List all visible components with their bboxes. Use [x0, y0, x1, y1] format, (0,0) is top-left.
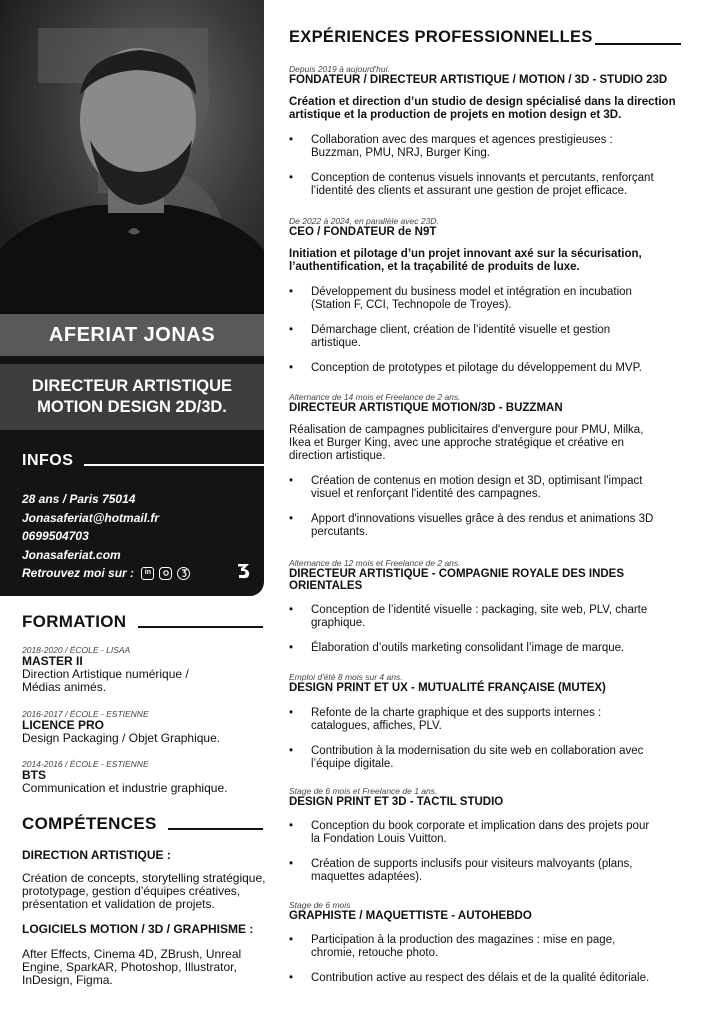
job-intro: Ikea et Burger King, avec une approche stratégique et créative en	[289, 437, 624, 449]
job-intro: Initiation et pilotage d’un projet innovant axé sur la sécurisation,	[289, 248, 642, 260]
job-bullet	[289, 134, 689, 160]
job-entry	[289, 216, 689, 375]
job-meta: Emploi d'été 8 mois sur 4 ans.	[289, 672, 403, 682]
job-meta: Stage de 6 mois et Freelance de 1 ans.	[289, 786, 438, 796]
bullet-line: (Station F, CCI, Technopole de Troyes).	[311, 299, 512, 311]
job-entry	[289, 786, 689, 884]
competence-line: présentation et validation de projets.	[22, 897, 215, 911]
bullet-line: • Contribution active au respect des délais et de la qualité éditoriale.	[311, 972, 650, 984]
bullet-line: • Collaboration avec des marques et agences prestigieuses :	[311, 134, 613, 146]
phone-number[interactable]: 0699504703	[22, 529, 89, 543]
bullet-line: • Création de supports inclusifs pour visiteurs malvoyants (plans,	[311, 858, 633, 870]
job-meta: Depuis 2019 à aujourd'hui.	[289, 64, 390, 74]
full-name: AFERIAT JONAS	[48, 323, 216, 346]
formation-desc: Communication et industrie graphique.	[22, 781, 228, 795]
bullet-line: artistique.	[311, 337, 361, 349]
behance-icon[interactable]	[177, 567, 190, 580]
competences-divider	[168, 828, 263, 830]
job-title: DESIGN PRINT ET UX - MUTUALITÉ FRANÇAISE (MUTEX)	[289, 682, 606, 694]
infos-list	[22, 490, 252, 583]
job-intro: artistique et la production de projets en motion design et 3D.	[289, 109, 622, 121]
bullet-line: • Participation à la production des magazines : mise en page,	[311, 934, 616, 946]
job-bullet	[289, 934, 689, 960]
bullet-line: • Conception du book corporate et implication dans des projets pour	[311, 820, 650, 832]
infos-divider	[84, 464, 264, 466]
competence-line: prototypage, gestion d’équipes créatives,	[22, 884, 241, 898]
infos-heading	[22, 452, 73, 470]
job-entry	[289, 672, 689, 771]
job-title: DIRECTEUR ARTISTIQUE MOTION/3D - BUZZMAN	[289, 402, 563, 414]
job-entry	[289, 392, 689, 539]
formation-degree: BTS	[22, 768, 46, 782]
job-title: CEO / FONDATEUR de N9T	[289, 226, 437, 238]
social-icons	[141, 567, 190, 580]
experiences-divider	[595, 43, 681, 45]
job-title-band	[0, 364, 264, 430]
job-bullet	[289, 604, 689, 630]
formation-divider	[138, 626, 263, 628]
job-bullet	[289, 972, 689, 985]
bullet-line: • Démarchage client, création de l’identité visuelle et gestion	[311, 324, 611, 336]
formation-degree: MASTER II	[22, 654, 83, 668]
bullet-line: • Élaboration d’outils marketing consolidant l’image de marque.	[311, 642, 625, 654]
bullet-line: • Création de contenus en motion design et 3D, optimisant l'impact	[311, 475, 643, 487]
competence-title-software: LOGICIELS MOTION / 3D / GRAPHISME :	[22, 922, 254, 936]
job-intro: Réalisation de campagnes publicitaires d'envergure pour PMU, Milka,	[289, 424, 644, 436]
linkedin-icon[interactable]: in	[141, 567, 154, 580]
bullet-line: • Développement du business model et intégration en incubation	[311, 286, 632, 298]
job-bullet	[289, 642, 689, 655]
bullet-line: • Conception de l’identité visuelle : packaging, site web, PLV, charte	[311, 604, 648, 616]
job-title: FONDATEUR / DIRECTEUR ARTISTIQUE / MOTION / 3D - STUDIO 23D	[289, 74, 668, 86]
bullet-line: catalogues, affiches, PLV.	[311, 720, 442, 732]
email-link[interactable]: Jonasaferiat@hotmail.fr	[22, 510, 160, 525]
job-title: GRAPHISTE / MAQUETTISTE - AUTOHEBDO	[289, 910, 532, 922]
job-meta: Stage de 6 mois	[289, 900, 351, 910]
job-meta: De 2022 à 2024, en parallèle avec 23D.	[289, 216, 439, 226]
experiences-heading: EXPÉRIENCES PROFESSIONNELLES	[289, 28, 593, 46]
name-band	[0, 314, 264, 356]
job-bullet	[289, 324, 689, 350]
formation-meta: 2016-2017 / ÉCOLE - ESTIENNE	[22, 709, 149, 719]
job-intro: direction artistique.	[289, 450, 386, 462]
formation-degree: LICENCE PRO	[22, 718, 105, 732]
job-bullet	[289, 707, 689, 733]
profile-photo	[0, 0, 264, 316]
competence-line: Engine, SparkAR, Photoshop, Illustrator,	[22, 960, 237, 974]
job-entry	[289, 558, 689, 655]
portrait-illustration	[0, 0, 264, 316]
bullet-line: chromie, retouche photo.	[311, 947, 439, 959]
formation-item	[22, 759, 262, 795]
job-intro: l’authentification, et la traçabilité de produits de luxe.	[289, 261, 580, 273]
job-meta: Alternance de 14 mois et Freelance de 2 ans.	[289, 392, 461, 402]
bullet-line: • Conception de contenus visuels innovants et percutants, renforçant	[311, 172, 654, 184]
formation-item	[22, 709, 262, 745]
competence-text-software	[22, 948, 272, 987]
bullet-line: • Contribution à la modernisation du site web en collaboration avec	[311, 745, 644, 757]
formation-meta: 2014-2016 / ÉCOLE - ESTIENNE	[22, 759, 149, 769]
website-link[interactable]: Jonasaferiat.com	[22, 547, 121, 562]
job-bullet	[289, 820, 689, 846]
job-entry	[289, 64, 689, 198]
bullet-line: Buzzman, PMU, NRJ, Burger King.	[311, 147, 490, 159]
job-entry	[289, 900, 689, 985]
job-bullet	[289, 286, 689, 312]
job-title: DIRECTEUR ARTISTIQUE - COMPAGNIE ROYALE DES INDES	[289, 568, 625, 580]
job-bullet	[289, 172, 689, 198]
competence-line: Création de concepts, storytelling stratégique,	[22, 871, 266, 885]
bullet-line: • Conception de prototypes et pilotage du développement du MVP.	[311, 362, 642, 374]
bullet-line: maquettes adaptées).	[311, 871, 423, 883]
competence-line: InDesign, Figma.	[22, 973, 113, 987]
bullet-line: graphique.	[311, 617, 366, 629]
competence-line: After Effects, Cinema 4D, ZBrush, Unreal	[22, 947, 242, 961]
infos-title: INFOS	[22, 452, 74, 469]
job-title: DESIGN PRINT ET 3D - TACTIL STUDIO	[289, 796, 504, 808]
competence-text-da	[22, 872, 272, 911]
formation-desc: Design Packaging / Objet Graphique.	[22, 731, 221, 745]
job-title-line-2: MOTION DESIGN 2D/3D.	[37, 398, 227, 416]
profile-panel	[0, 0, 264, 596]
job-bullet	[289, 745, 689, 771]
bullet-line: l’équipe digitale.	[311, 758, 394, 770]
formation-item	[22, 645, 262, 694]
age-location: 28 ans / Paris 75014	[22, 492, 136, 506]
bullet-line: percutants.	[311, 526, 368, 538]
competences-heading: COMPÉTENCES	[22, 814, 157, 833]
social-row	[22, 564, 252, 583]
job-bullet	[289, 858, 689, 884]
social-label: Retrouvez moi sur :	[22, 566, 135, 580]
formation-heading: FORMATION	[22, 612, 127, 631]
formation-desc: Médias animés.	[22, 680, 107, 694]
bullet-line: • Apport d'innovations visuelles grâce à des rendus et animations 3D	[311, 513, 654, 525]
formation-desc: Direction Artistique numérique /	[22, 667, 189, 681]
job-bullet	[289, 475, 689, 501]
instagram-icon[interactable]	[159, 567, 172, 580]
job-bullet	[289, 513, 689, 539]
bullet-line: visuel et renforçant l'identité des campagnes.	[311, 488, 541, 500]
bullet-line: • Refonte de la charte graphique et des supports internes :	[311, 707, 602, 719]
job-intro: Création et direction d’un studio de design spécialisé dans la direction	[289, 96, 676, 108]
bullet-line: l’identité des clients et assurant une gestion de projet efficace.	[311, 185, 628, 197]
brand-logo-icon	[236, 562, 252, 580]
formation-meta: 2018-2020 / ÉCOLE - LISAA	[22, 645, 131, 655]
competence-title-da: DIRECTION ARTISTIQUE :	[22, 848, 171, 862]
job-meta: Alternance de 12 mois et Freelance de 2 ans.	[289, 558, 461, 568]
job-bullet	[289, 362, 689, 375]
bullet-line: la Fondation Louis Vuitton.	[311, 833, 447, 845]
job-title-line-1: DIRECTEUR ARTISTIQUE	[31, 377, 233, 395]
job-title: ORIENTALES	[289, 580, 363, 592]
